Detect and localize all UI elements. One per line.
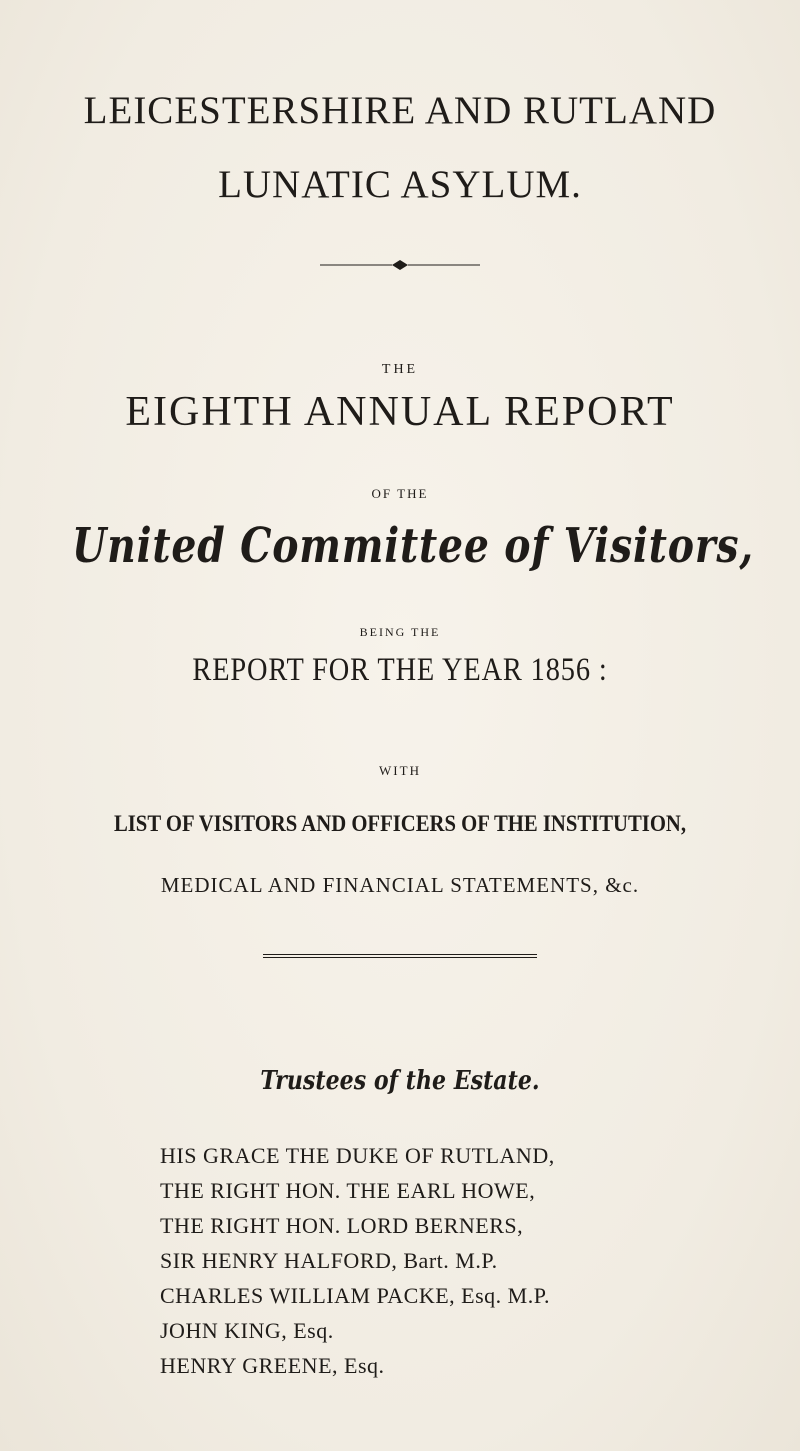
title-line-2: LUNATIC ASYLUM. [218,163,582,206]
trustees-heading: Trustees of the Estate. [260,1066,540,1096]
trustee-name: SIR HENRY HALFORD, Bart. M.P. [160,1248,498,1273]
the-label: THE [381,362,419,377]
committee-line: United Committee of Visitors, [72,518,754,574]
trustee-name: THE RIGHT HON. THE EARL HOWE, [160,1178,536,1203]
title-line-1: LEICESTERSHIRE AND RUTLAND [83,89,717,132]
trustee-name: JOHN KING, Esq. [160,1318,334,1343]
with-label: WITH [379,763,421,778]
trustee-list [160,1138,555,1383]
being-the-label: BEING THE [359,625,441,639]
trustee-name: HIS GRACE THE DUKE OF RUTLAND, [160,1143,555,1168]
double-rule-divider [263,953,537,959]
report-heading: EIGHTH ANNUAL REPORT [125,389,675,435]
trustee-name: THE RIGHT HON. LORD BERNERS, [160,1213,524,1238]
diamond-rule-ornament-icon [320,259,480,271]
trustee-name: CHARLES WILLIAM PACKE, Esq. M.P. [160,1283,551,1308]
medical-statements-line: MEDICAL AND FINANCIAL STATEMENTS, &c. [160,873,640,897]
of-the-label: OF THE [371,486,429,501]
list-of-visitors-line: LIST OF VISITORS AND OFFICERS OF THE INSTITUTION, [113,811,687,836]
report-year-line: REPORT FOR THE YEAR 1856 : [192,652,608,688]
trustee-name: HENRY GREENE, Esq. [160,1353,385,1378]
